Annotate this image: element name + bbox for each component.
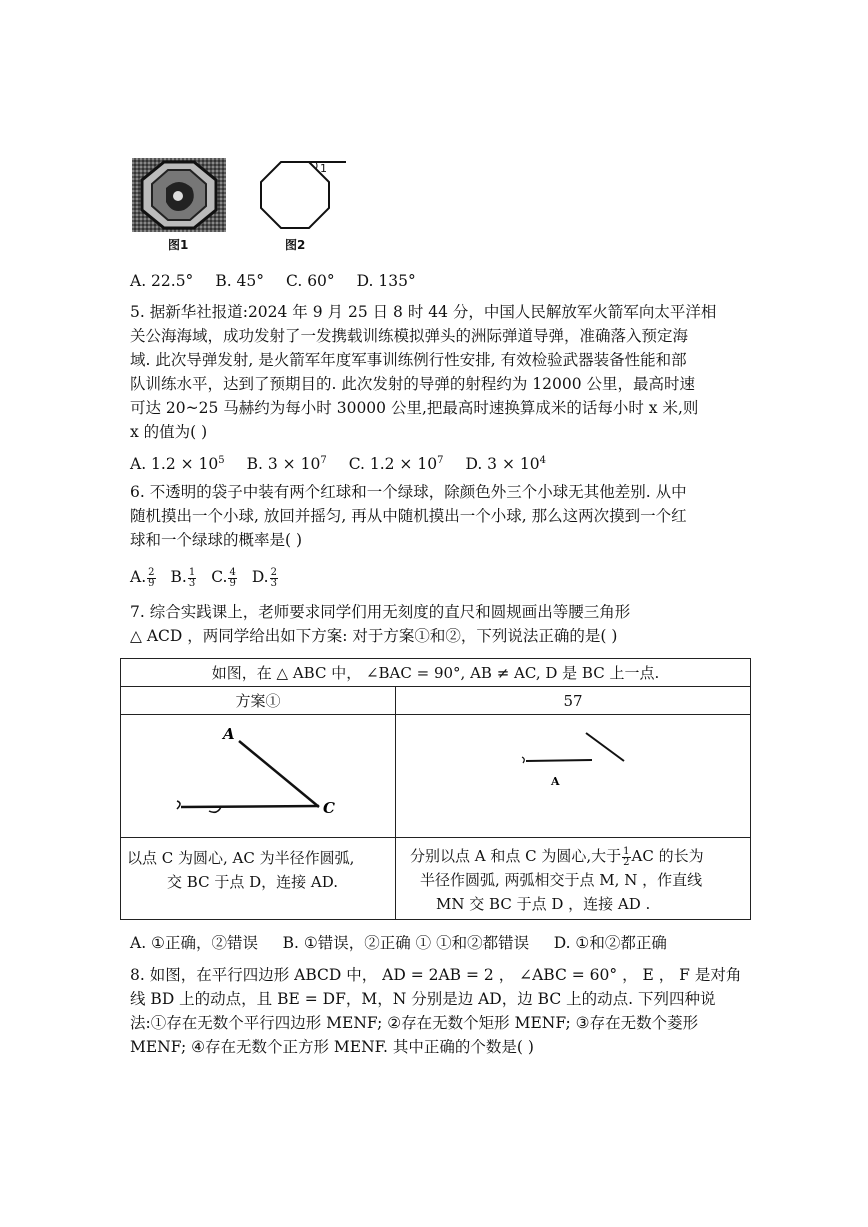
q4-angle-mark: 1 <box>320 162 327 175</box>
q4-option-b[interactable]: B. 45° <box>215 272 265 290</box>
q6-options <box>130 564 279 590</box>
q7-figure-1-cell <box>121 715 396 838</box>
q6-line-3: 球和一个绿球的概率是( ) <box>130 531 303 549</box>
q7-line-1: 7. 综合实践课上，老师要求同学们用无刻度的直尺和圆规画出等腰三角形 <box>130 603 631 621</box>
q4-options <box>130 271 416 291</box>
q7-col1-title: 方案① <box>121 687 396 715</box>
q8-line-1: 8. 如图，在平行四边形 ABCD 中， AD = 2AB = 2 ， ∠ABC = 60° ， E ， F 是对角 <box>130 966 742 984</box>
q7-col1-text <box>121 838 396 920</box>
q5-option-d[interactable]: D. $3 \times 10^4$ <box>465 455 546 474</box>
q6-option-d[interactable]: D. $\frac{2}{3}$ <box>251 566 277 589</box>
q4-option-c[interactable]: C. 60° <box>286 272 335 290</box>
q4-figure-1 <box>132 158 226 232</box>
q5-option-b[interactable]: B. $3 \times 10^7$ <box>246 455 327 474</box>
q5-line-2: 关公海海域，成功发射了一发携载训练模拟弹头的洲际弹道导弹，准确落入预定海 <box>130 327 689 345</box>
q4-figure-1-caption: 图1 <box>168 238 189 252</box>
q7-figure-1 <box>121 715 395 837</box>
q7-col2-text-line-1: 分别以点 A 和点 C 为圆心,大于 $\frac{1}{2}$ AC 的长为 <box>410 845 704 868</box>
q7-figure-1-label-a: A <box>223 725 235 743</box>
q4-figure-2-caption: 图2 <box>285 238 306 252</box>
q7-col2-text-line-2: 半径作圆弧, 两弧相交于点 M, N ，作直线 <box>420 871 703 889</box>
q7-line-2: △ ACD ，两同学给出如下方案: 对于方案①和②，下列说法正确的是( ) <box>130 627 618 645</box>
q7-col2-text-line-3: MN 交 BC 于点 D ，连接 AD . <box>436 895 651 913</box>
q4-option-d[interactable]: D. 135° <box>356 272 416 290</box>
q6-option-a[interactable]: A. $\frac{2}{9}$ <box>130 566 155 589</box>
q5-line-4: 队训练水平，达到了预期目的. 此次发射的导弹的射程约为 12000 公里，最高时速 <box>130 375 696 393</box>
q6-line-2: 随机摸出一个小球, 放回并摇匀, 再从中随机摸出一个小球, 那么这两次摸到一个红 <box>130 507 687 525</box>
q7-table <box>120 658 751 920</box>
q5-line-1: 5. 据新华社报道:2024 年 9 月 25 日 8 时 44 分，中国人民解放军火箭军向太平洋相 <box>130 303 717 321</box>
q7-options[interactable]: A. ①正确，②错误 B. ①错误，②正确 ① ①和②都错误 D. ①和②都正确 <box>130 934 667 952</box>
q7-figure-2-label-a: A <box>551 775 560 788</box>
q7-table-header: 如图，在 △ ABC 中， ∠BAC = 90°, AB ≠ AC, D 是 BC 上一点. <box>121 659 751 687</box>
q4-figure-2 <box>254 156 349 236</box>
q5-line-3: 域. 此次导弹发射, 是火箭军年度军事训练例行性安排, 有效检验武器装备性能和部 <box>130 351 687 369</box>
q6-line-1: 6. 不透明的袋子中装有两个红球和一个绿球，除颜色外三个小球无其他差别. 从中 <box>130 483 687 501</box>
q5-option-a[interactable]: A. $1.2 \times 10^5$ <box>130 455 225 474</box>
q8-line-4: MENF; ④存在无数个正方形 MENF. 其中正确的个数是( ) <box>130 1038 534 1056</box>
q7-figure-2-cell <box>396 715 751 838</box>
q5-option-c[interactable]: C. $1.2 \times 10^7$ <box>348 455 444 474</box>
q7-col2-title: 57 <box>396 687 751 715</box>
q7-figure-1-label-c: C <box>323 799 335 817</box>
q5-line-5: 可达 20~25 马赫约为每小时 30000 公里,把最高时速换算成米的话每小时 x 米,则 <box>130 399 699 417</box>
q4-option-a[interactable]: A. 22.5° <box>130 272 194 290</box>
q7-col2-text <box>396 838 751 920</box>
q7-col1-text-line-2: 交 BC 于点 D，连接 AD. <box>167 873 338 891</box>
q7-col1-text-line-1: 以点 C 为圆心, AC 为半径作圆弧, <box>127 849 355 867</box>
q8-line-3: 法:①存在无数个平行四边形 MENF; ②存在无数个矩形 MENF; ③存在无数个菱形 <box>130 1014 699 1032</box>
q7-figure-2 <box>396 715 750 837</box>
q5-options <box>130 451 546 474</box>
q6-option-b[interactable]: B. $\frac{1}{3}$ <box>170 566 196 589</box>
q8-line-2: 线 BD 上的动点，且 BE = DF，M，N 分别是边 AD，边 BC 上的动点. 下列四种说 <box>130 990 716 1008</box>
q5-line-6: x 的值为( ) <box>130 423 208 441</box>
q6-option-c[interactable]: C. $\frac{4}{9}$ <box>211 566 236 589</box>
